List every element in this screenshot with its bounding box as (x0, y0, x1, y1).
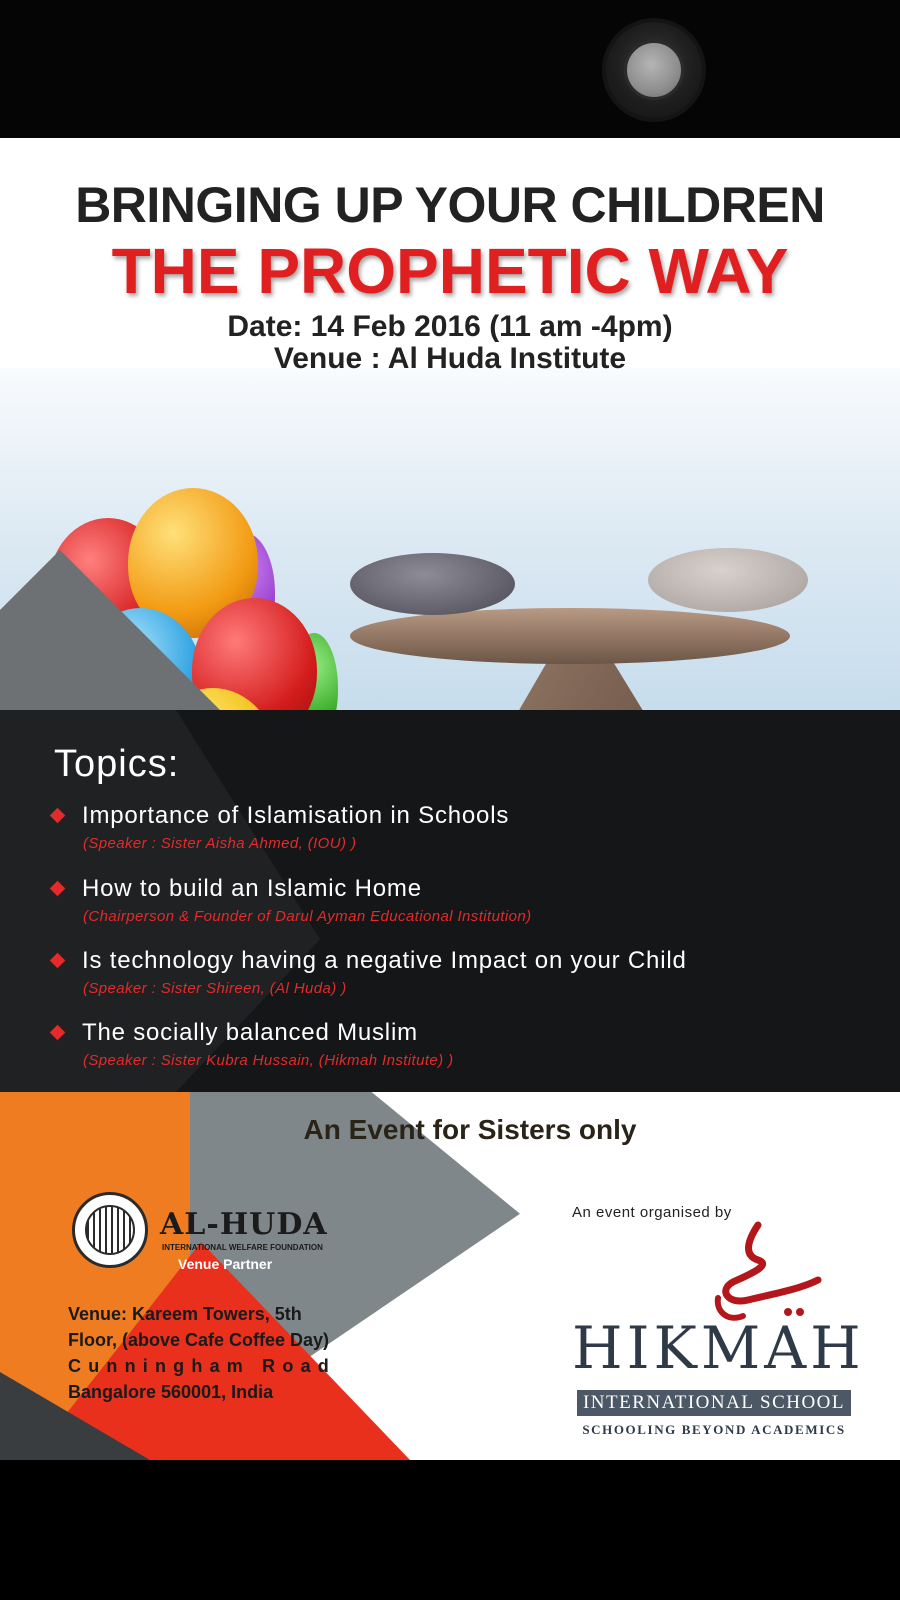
top-bar (0, 0, 900, 138)
topics-panel (0, 710, 900, 1092)
address-line: Floor, (above Cafe Coffee Day) (68, 1330, 330, 1350)
organiser-tagline: SCHOOLING BEYOND ACADEMICS (582, 1422, 846, 1437)
venue-partner-name: AL-HUDA (160, 1207, 328, 1242)
topic-title: The socially balanced Muslim (82, 1019, 418, 1046)
address-line: Cunningham Road (68, 1356, 336, 1376)
venue-partner-label: Venue Partner (178, 1256, 273, 1272)
rock-left (350, 553, 515, 615)
topic-speaker: (Speaker : Sister Shireen, (Al Huda) ) (83, 980, 347, 997)
topic-title: How to build an Islamic Home (82, 875, 422, 902)
organiser-subtitle: INTERNATIONAL SCHOOL (577, 1390, 851, 1416)
event-date: Date: 14 Feb 2016 (11 am -4pm) (227, 310, 673, 343)
address-line: Venue: Kareem Towers, 5th (68, 1304, 302, 1324)
rock-right (648, 548, 808, 612)
topic-speaker: (Chairperson & Founder of Darul Ayman Educational Institution) (83, 908, 532, 925)
address-line: Bangalore 560001, India (68, 1382, 274, 1402)
organiser-label: An event organised by (572, 1204, 732, 1221)
organiser-name: HIKMAH (572, 1314, 865, 1382)
al-huda-emblem-icon (72, 1192, 148, 1268)
event-venue: Venue : Al Huda Institute (273, 342, 627, 375)
audience-note: An Event for Sisters only (303, 1114, 637, 1145)
poster-header (0, 138, 900, 388)
venue-partner-subtitle: INTERNATIONAL WELFARE FOUNDATION (162, 1243, 323, 1252)
topic-title: Importance of Islamisation in Schools (82, 802, 510, 829)
event-poster (0, 138, 900, 1460)
topic-title: Is technology having a negative Impact on your Child (82, 947, 687, 974)
camera-shutter-icon (624, 40, 684, 100)
topic-speaker: (Speaker : Sister Aisha Ahmed, (IOU) ) (83, 835, 357, 852)
poster-title-line1: BRINGING UP YOUR CHILDREN (75, 177, 825, 233)
topic-speaker: (Speaker : Sister Kubra Hussain, (Hikmah Institute) ) (83, 1052, 454, 1069)
topics-heading: Topics: (54, 743, 180, 785)
camera-shutter-button[interactable] (606, 22, 702, 118)
poster-footer (0, 1092, 900, 1460)
rock-plank (350, 608, 790, 664)
poster-title-line2: THE PROPHETIC WAY (111, 235, 789, 307)
bottom-bar (0, 1460, 900, 1600)
